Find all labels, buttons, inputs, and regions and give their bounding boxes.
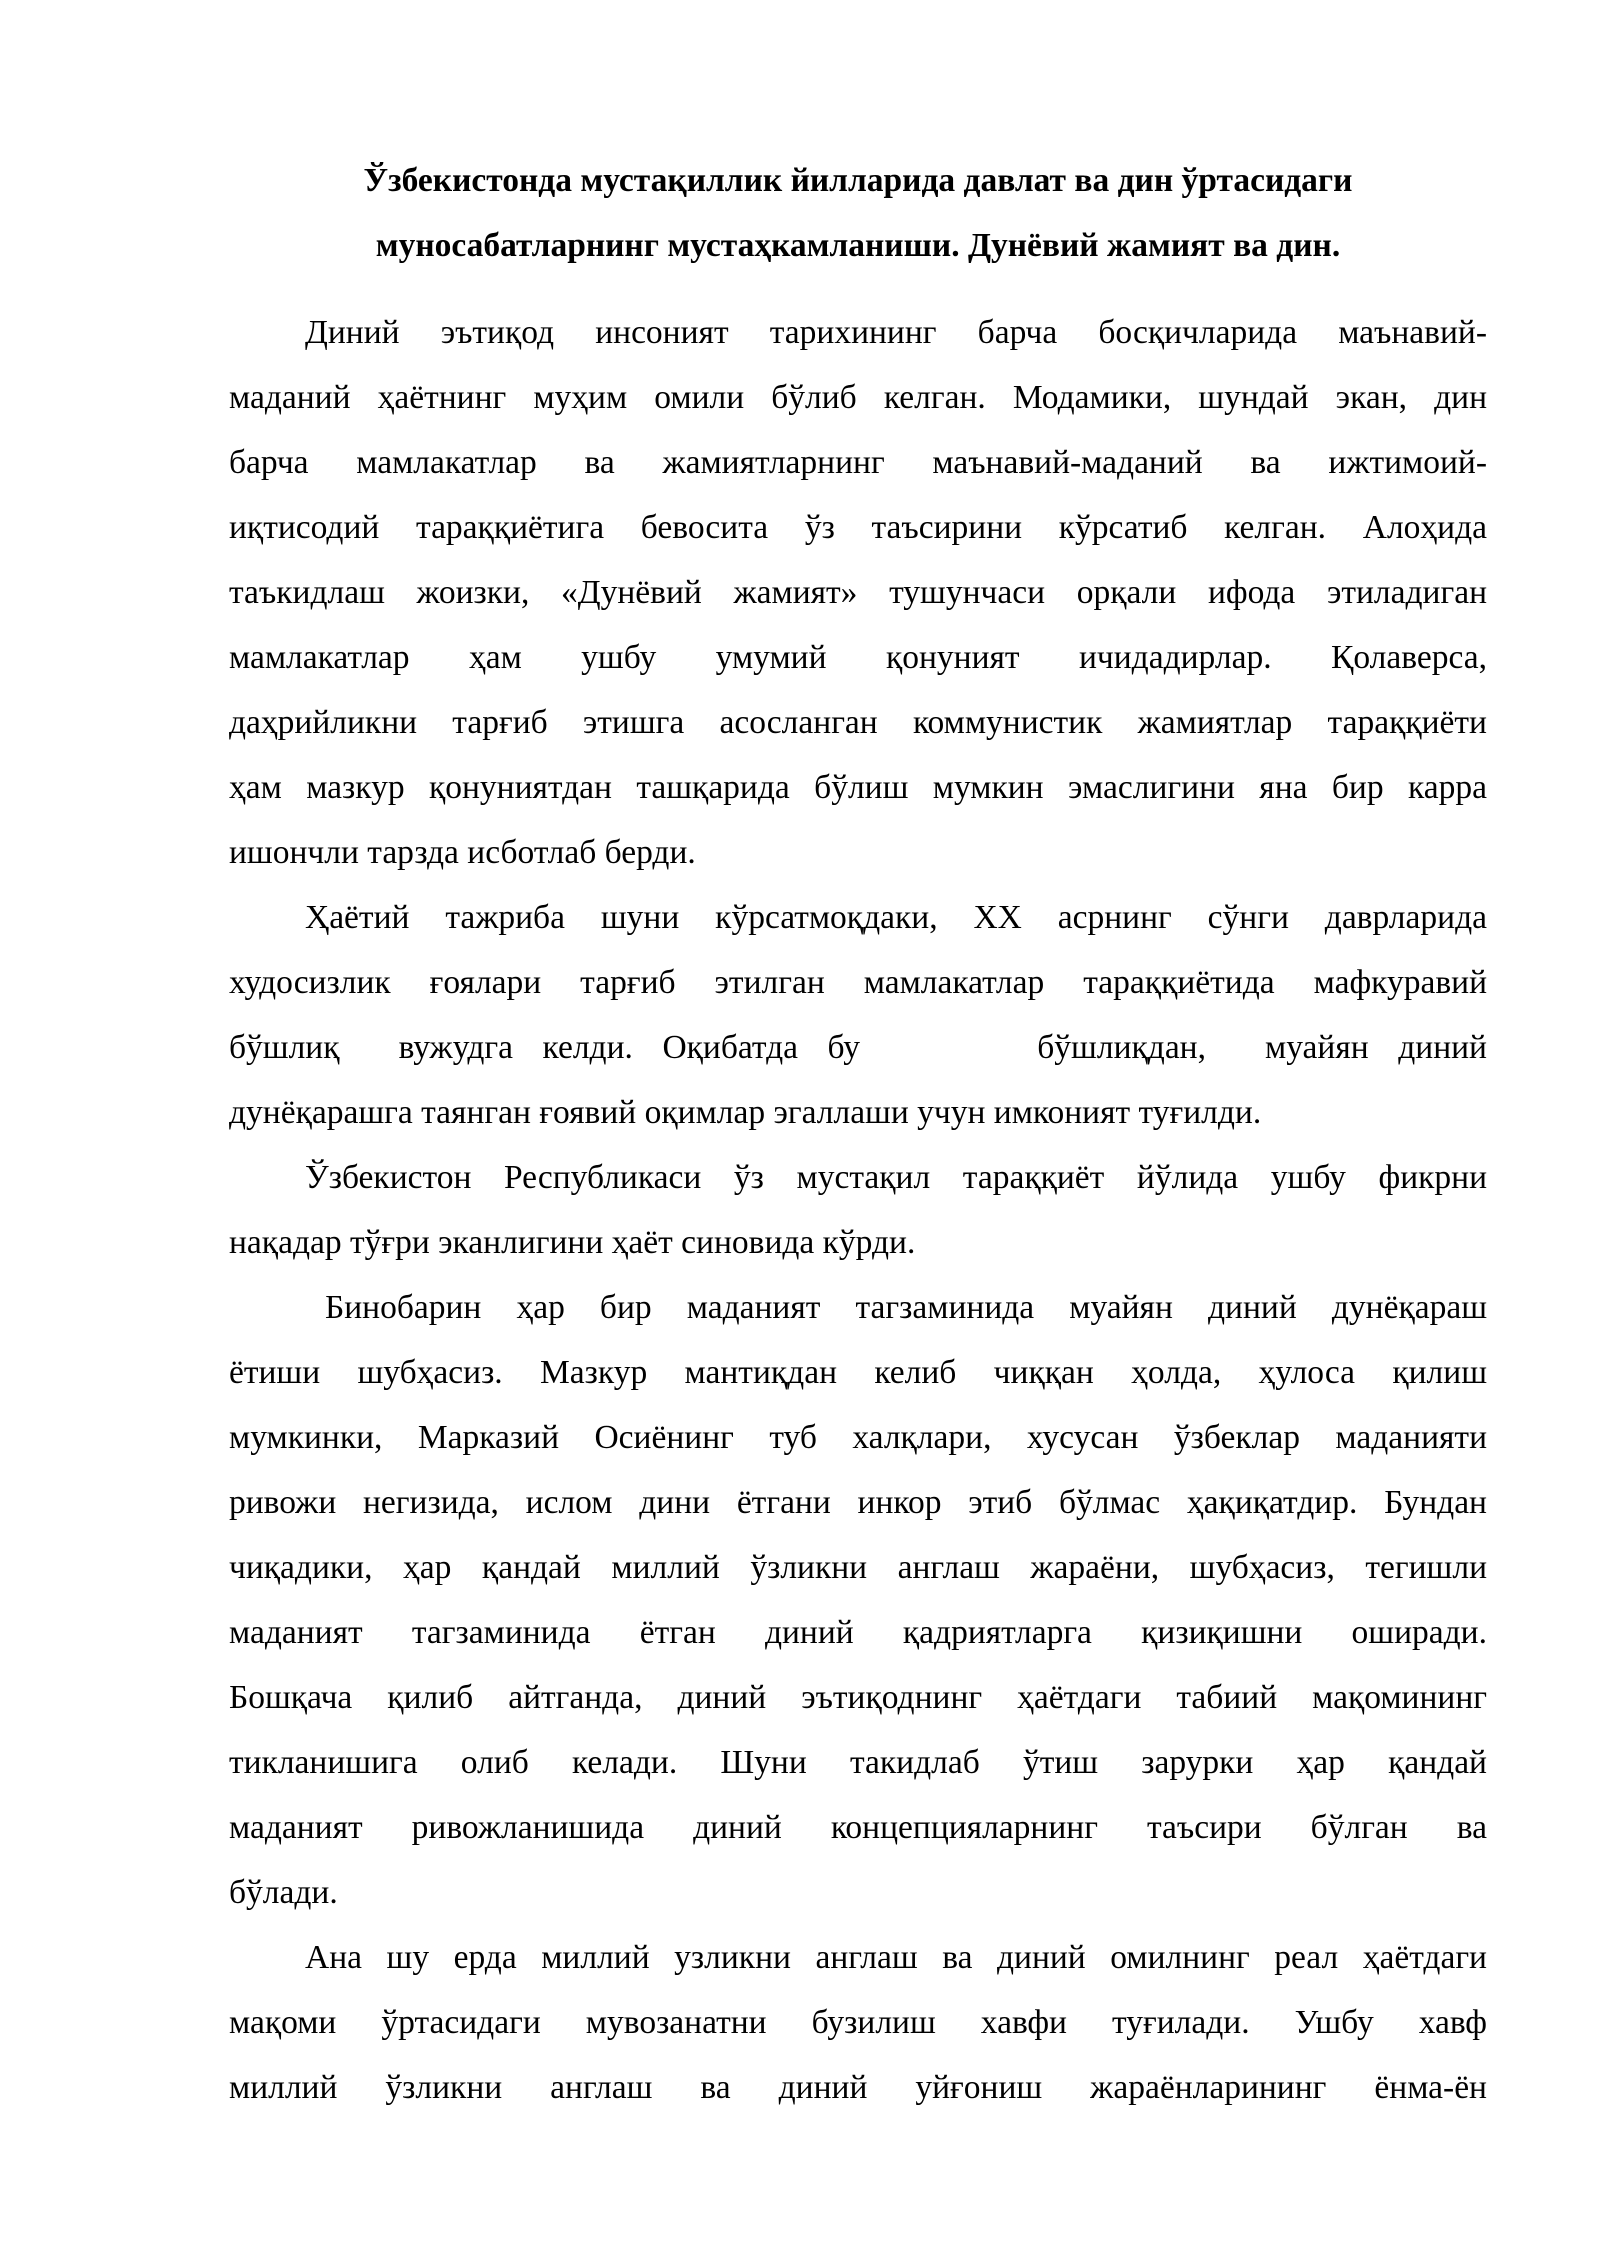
text-line: иқтисодий тараққиётига бевосита ўз таъсирини кўрсатиб келган. Алоҳида bbox=[229, 509, 1487, 546]
text-line: мамлакатлар ҳам ушбу умумий қонуният ичидадирлар. Қолаверса, bbox=[229, 639, 1487, 676]
paragraph bbox=[229, 885, 1487, 1145]
text-line: ривожи негизида, ислом дини ётгани инкор этиб бўлмас ҳақиқатдир. Бундан bbox=[229, 1484, 1487, 1521]
text-line: Ана шу ерда миллий узликни англаш ва диний омилнинг реал ҳаётдаги bbox=[305, 1939, 1487, 1976]
text-line: ҳам мазкур қонуниятдан ташқарида бўлиш мумкин эмаслигини яна бир карра bbox=[229, 769, 1487, 806]
title-line: Ўзбекистонда мустақиллик йилларида давлат ва дин ўртасидаги bbox=[363, 162, 1353, 199]
text-line: маданият тагзаминида ётган диний қадриятларга қизиқишни оширади. bbox=[229, 1614, 1487, 1651]
title-line: муносабатларнинг мустаҳкамланиши. Дунёвий жамият ва дин. bbox=[375, 227, 1341, 264]
text-line: ётиши шубҳасиз. Мазкур мантиқдан келиб чиққан ҳолда, ҳулоса қилиш bbox=[229, 1354, 1487, 1391]
text-line: мақоми ўртасидаги мувозанатни бузилиш хавфи туғилади. Ушбу хавф bbox=[229, 2004, 1487, 2041]
text-line: Ўзбекистон Республикаси ўз мустақил тараққиёт йўлида ушбу фикрни bbox=[305, 1159, 1487, 1196]
text-line: Ҳаётий тажриба шуни кўрсатмоқдаки, XX асрнинг сўнги даврларида bbox=[305, 899, 1487, 936]
text-line: худосизлик ғоялари тарғиб этилган мамлакатлар тараққиётида мафкуравий bbox=[229, 964, 1487, 1001]
paragraph bbox=[229, 1275, 1487, 1925]
paragraph bbox=[229, 1145, 1487, 1275]
text-line: барча мамлакатлар ва жамиятларнинг маънавий-маданий ва ижтимоий- bbox=[229, 444, 1487, 481]
text-line: миллий ўзликни англаш ва диний уйғониш жараёнларининг ёнма-ён bbox=[229, 2069, 1487, 2106]
text-line: тикланишига олиб келади. Шуни такидлаб ўтиш зарурки ҳар қандай bbox=[229, 1744, 1487, 1781]
paragraph bbox=[229, 300, 1487, 885]
text-line: Бошқача қилиб айтганда, диний эътиқоднинг ҳаётдаги табиий мақомининг bbox=[229, 1679, 1487, 1716]
text-line: ишончли тарзда исботлаб берди. bbox=[229, 834, 696, 871]
paragraph bbox=[229, 1925, 1487, 2120]
text-line: дунёқарашга таянган ғоявий оқимлар эгаллаши учун имконият туғилди. bbox=[229, 1094, 1262, 1131]
text-line: даҳрийликни тарғиб этишга асосланган коммунистик жамиятлар тараққиёти bbox=[229, 704, 1487, 741]
text-line: маданий ҳаётнинг муҳим омили бўлиб келган. Модамики, шундай экан, дин bbox=[229, 379, 1487, 416]
text-line: нақадар тўғри эканлигини ҳаёт синовида кўрди. bbox=[229, 1224, 916, 1261]
document-title bbox=[229, 148, 1487, 278]
text-line: Бинобарин ҳар бир маданият тагзаминида муайян диний дунёқараш bbox=[325, 1289, 1487, 1326]
text-line: бўлади. bbox=[229, 1874, 338, 1911]
text-line: чиқадики, ҳар қандай миллий ўзликни англаш жараёни, шубҳасиз, тегишли bbox=[229, 1549, 1487, 1586]
document-body bbox=[229, 148, 1487, 2120]
text-line: маданият ривожланишида диний концепцияларнинг таъсири бўлган ва bbox=[229, 1809, 1487, 1846]
text-line: таъкидлаш жоизки, «Дунёвий жамият» тушунчаси орқали ифода этиладиган bbox=[229, 574, 1487, 611]
text-line: бўшлиқ вужудга келди. Оқибатда бу бўшлиқдан, муайян диний bbox=[229, 1029, 1487, 1066]
text-line: мумкинки, Марказий Осиёнинг туб халқлари, хусусан ўзбеклар маданияти bbox=[229, 1419, 1487, 1456]
text-line: Диний эътиқод инсоният тарихининг барча босқичларида маънавий- bbox=[305, 314, 1487, 351]
